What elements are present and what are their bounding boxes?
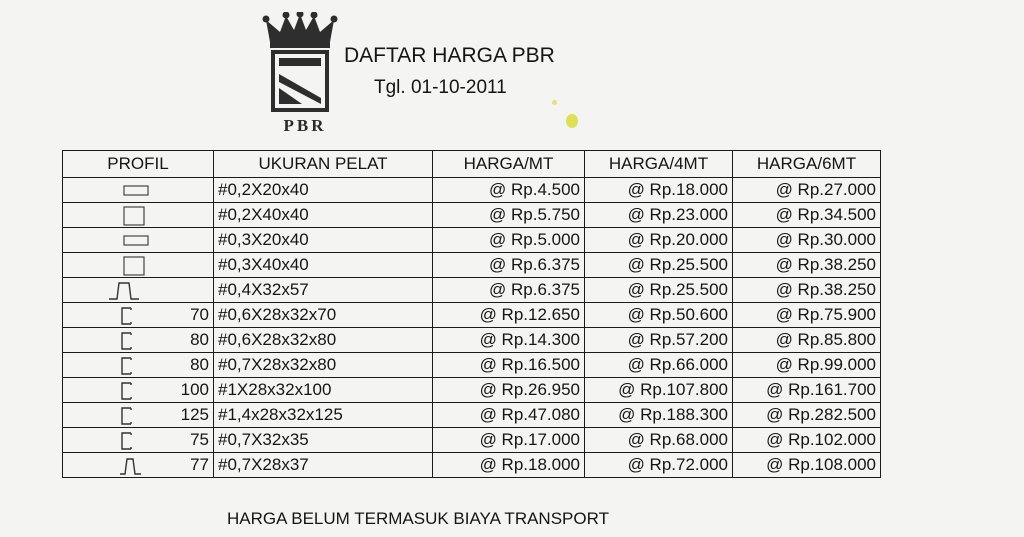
price-6mt-cell: @ Rp.75.900 — [733, 303, 881, 328]
table-row — [63, 228, 881, 253]
profile-cell — [63, 428, 214, 453]
plate-size-cell: #0,2X20x40 — [214, 178, 433, 203]
plate-size-cell: #0,2X40x40 — [214, 203, 433, 228]
table-row — [63, 203, 881, 228]
column-header-profil: PROFIL — [63, 151, 214, 178]
profile-cell — [63, 228, 214, 253]
profile-number: 80 — [190, 330, 209, 349]
table-row — [63, 353, 881, 378]
price-mt-cell: @ Rp.26.950 — [433, 378, 585, 403]
price-mt-cell: @ Rp.6.375 — [433, 253, 585, 278]
square-rect-icon — [123, 256, 155, 276]
price-4mt-cell: @ Rp.72.000 — [585, 453, 733, 478]
z-profile-icon — [119, 456, 151, 476]
ink-stain-small — [552, 100, 557, 105]
profile-number: 75 — [190, 430, 209, 449]
price-4mt-cell: @ Rp.25.500 — [585, 278, 733, 303]
profile-cell — [63, 403, 214, 428]
price-table — [62, 150, 881, 478]
price-6mt-cell: @ Rp.161.700 — [733, 378, 881, 403]
plate-size-cell: #0,7X28x37 — [214, 453, 433, 478]
c-channel-icon — [119, 331, 151, 351]
table-row — [63, 328, 881, 353]
price-6mt-cell: @ Rp.34.500 — [733, 203, 881, 228]
crown-logo-icon — [262, 12, 338, 116]
table-row — [63, 403, 881, 428]
column-header-harga-mt: HARGA/MT — [433, 151, 585, 178]
price-mt-cell: @ Rp.5.750 — [433, 203, 585, 228]
plate-size-cell: #0,7X32x35 — [214, 428, 433, 453]
price-mt-cell: @ Rp.6.375 — [433, 278, 585, 303]
c-channel-icon — [119, 406, 151, 426]
c-channel-icon — [119, 381, 151, 401]
table-row — [63, 303, 881, 328]
plate-size-cell: #0,3X40x40 — [214, 253, 433, 278]
price-4mt-cell: @ Rp.68.000 — [585, 428, 733, 453]
table-row — [63, 278, 881, 303]
price-mt-cell: @ Rp.4.500 — [433, 178, 585, 203]
ink-stain — [566, 114, 578, 128]
profile-cell — [63, 353, 214, 378]
price-4mt-cell: @ Rp.23.000 — [585, 203, 733, 228]
c-channel-icon — [119, 431, 151, 451]
square-rect-icon — [123, 206, 155, 226]
price-mt-cell: @ Rp.5.000 — [433, 228, 585, 253]
logo-text: PBR — [283, 116, 327, 135]
plate-size-cell: #0,6X28x32x80 — [214, 328, 433, 353]
profile-cell — [63, 278, 214, 303]
price-mt-cell: @ Rp.12.650 — [433, 303, 585, 328]
profile-cell — [63, 453, 214, 478]
page-title: DAFTAR HARGA PBR — [344, 44, 555, 67]
profile-number: 70 — [190, 305, 209, 324]
profile-cell — [63, 378, 214, 403]
plate-size-cell: #0,4X32x57 — [214, 278, 433, 303]
price-mt-cell: @ Rp.18.000 — [433, 453, 585, 478]
profile-number: 77 — [190, 455, 209, 474]
profile-cell — [63, 178, 214, 203]
column-header-ukuran-pelat: UKURAN PELAT — [214, 151, 433, 178]
price-6mt-cell: @ Rp.30.000 — [733, 228, 881, 253]
price-4mt-cell: @ Rp.188.300 — [585, 403, 733, 428]
price-6mt-cell: @ Rp.27.000 — [733, 178, 881, 203]
plate-size-cell: #1,4x28x32x125 — [214, 403, 433, 428]
price-6mt-cell: @ Rp.282.500 — [733, 403, 881, 428]
price-4mt-cell: @ Rp.18.000 — [585, 178, 733, 203]
table-header-row — [63, 151, 881, 178]
document-date: Tgl. 01-10-2011 — [374, 77, 507, 98]
price-6mt-cell: @ Rp.85.800 — [733, 328, 881, 353]
profile-number: 80 — [190, 355, 209, 374]
table-row — [63, 453, 881, 478]
price-4mt-cell: @ Rp.107.800 — [585, 378, 733, 403]
price-6mt-cell: @ Rp.108.000 — [733, 453, 881, 478]
price-6mt-cell: @ Rp.99.000 — [733, 353, 881, 378]
plate-size-cell: #0,3X20x40 — [214, 228, 433, 253]
flat-rect-small-icon — [123, 181, 155, 201]
price-mt-cell: @ Rp.14.300 — [433, 328, 585, 353]
hat-profile-icon — [109, 281, 141, 301]
column-header-harga-6mt: HARGA/6MT — [733, 151, 881, 178]
plate-size-cell: #0,6X28x32x70 — [214, 303, 433, 328]
price-mt-cell: @ Rp.17.000 — [433, 428, 585, 453]
price-6mt-cell: @ Rp.102.000 — [733, 428, 881, 453]
profile-number: 100 — [180, 380, 209, 399]
profile-cell — [63, 328, 214, 353]
flat-rect-small-icon — [123, 231, 155, 251]
profile-cell — [63, 303, 214, 328]
price-6mt-cell: @ Rp.38.250 — [733, 253, 881, 278]
price-4mt-cell: @ Rp.57.200 — [585, 328, 733, 353]
price-6mt-cell: @ Rp.38.250 — [733, 278, 881, 303]
price-4mt-cell: @ Rp.25.500 — [585, 253, 733, 278]
table-row — [63, 253, 881, 278]
price-mt-cell: @ Rp.16.500 — [433, 353, 585, 378]
profile-cell — [63, 203, 214, 228]
table-row — [63, 378, 881, 403]
profile-cell — [63, 253, 214, 278]
price-4mt-cell: @ Rp.50.600 — [585, 303, 733, 328]
c-channel-icon — [119, 356, 151, 376]
price-4mt-cell: @ Rp.66.000 — [585, 353, 733, 378]
plate-size-cell: #0,7X28x32x80 — [214, 353, 433, 378]
table-row — [63, 178, 881, 203]
column-header-harga-4mt: HARGA/4MT — [585, 151, 733, 178]
footer-note: HARGA BELUM TERMASUK BIAYA TRANSPORT — [227, 509, 609, 528]
profile-number: 125 — [180, 405, 209, 424]
price-mt-cell: @ Rp.47.080 — [433, 403, 585, 428]
c-channel-icon — [119, 306, 151, 326]
price-4mt-cell: @ Rp.20.000 — [585, 228, 733, 253]
table-row — [63, 428, 881, 453]
pbr-logo — [262, 12, 338, 137]
plate-size-cell: #1X28x32x100 — [214, 378, 433, 403]
